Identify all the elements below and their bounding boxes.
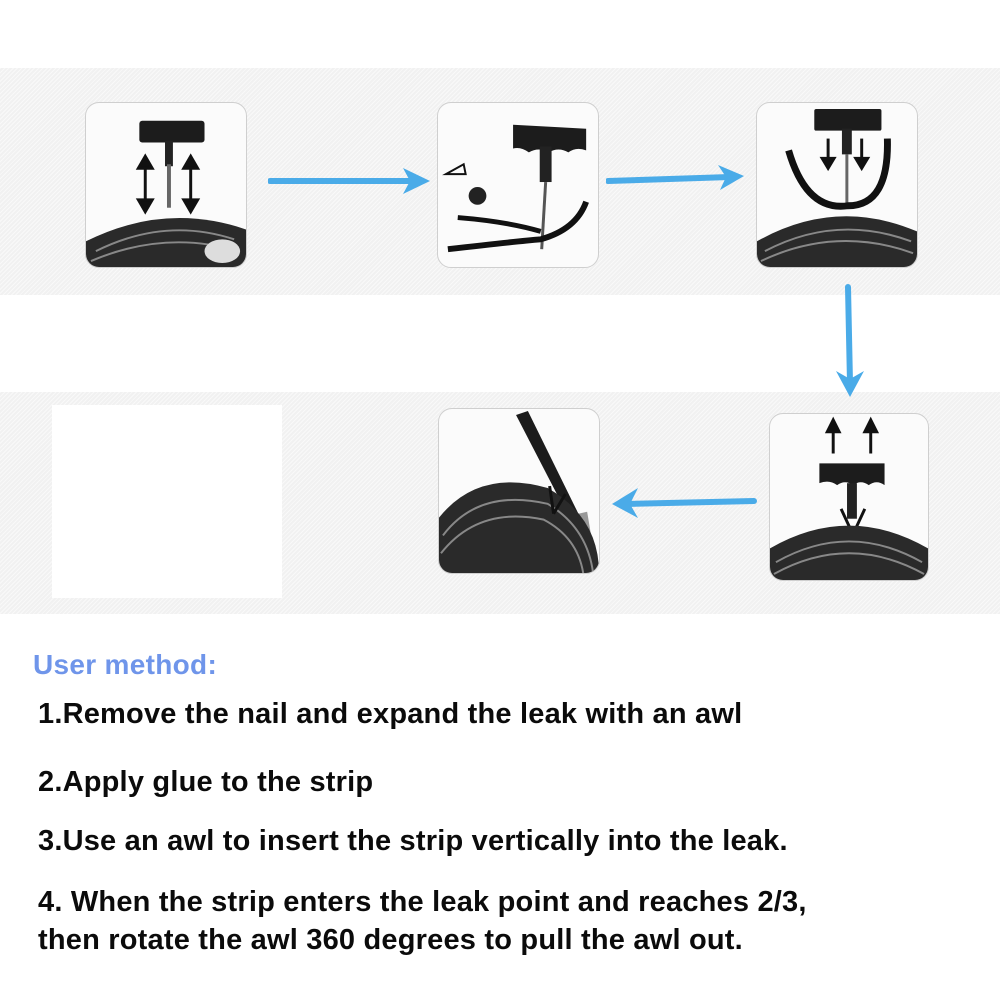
instruction-step-4-line-1: 4. When the strip enters the leak point and reaches 2/3, [38, 886, 807, 918]
instructions-title: User method: [33, 649, 218, 680]
blank-placeholder-box [52, 405, 282, 598]
step-2-needle-strip-panel [437, 102, 599, 268]
instruction-step-2: 2.Apply glue to the strip [38, 766, 374, 798]
arrow-right-2-icon [606, 163, 746, 193]
instruction-step-4-line-2: then rotate the awl 360 degrees to pull the awl out. [38, 924, 743, 956]
insertion-needle-illustration [438, 103, 598, 267]
arrow-left-icon [608, 484, 758, 520]
pull-out-tool-illustration [770, 414, 928, 580]
step-1-reamer-panel [85, 102, 247, 268]
instruction-step-1: 1.Remove the nail and expand the leak with an awl [38, 698, 743, 730]
strip-insertion-illustration [757, 103, 917, 267]
step-3-insert-strip-panel [756, 102, 918, 268]
trim-strip-illustration [439, 409, 599, 573]
tire-reamer-illustration [86, 103, 246, 267]
arrow-down-icon [832, 283, 868, 399]
step-5-trim-panel [438, 408, 600, 574]
arrow-right-1-icon [268, 166, 433, 196]
step-4-pull-out-panel [769, 413, 929, 581]
instruction-step-4 [38, 883, 807, 959]
instruction-step-3: 3.Use an awl to insert the strip vertically into the leak. [38, 825, 788, 857]
